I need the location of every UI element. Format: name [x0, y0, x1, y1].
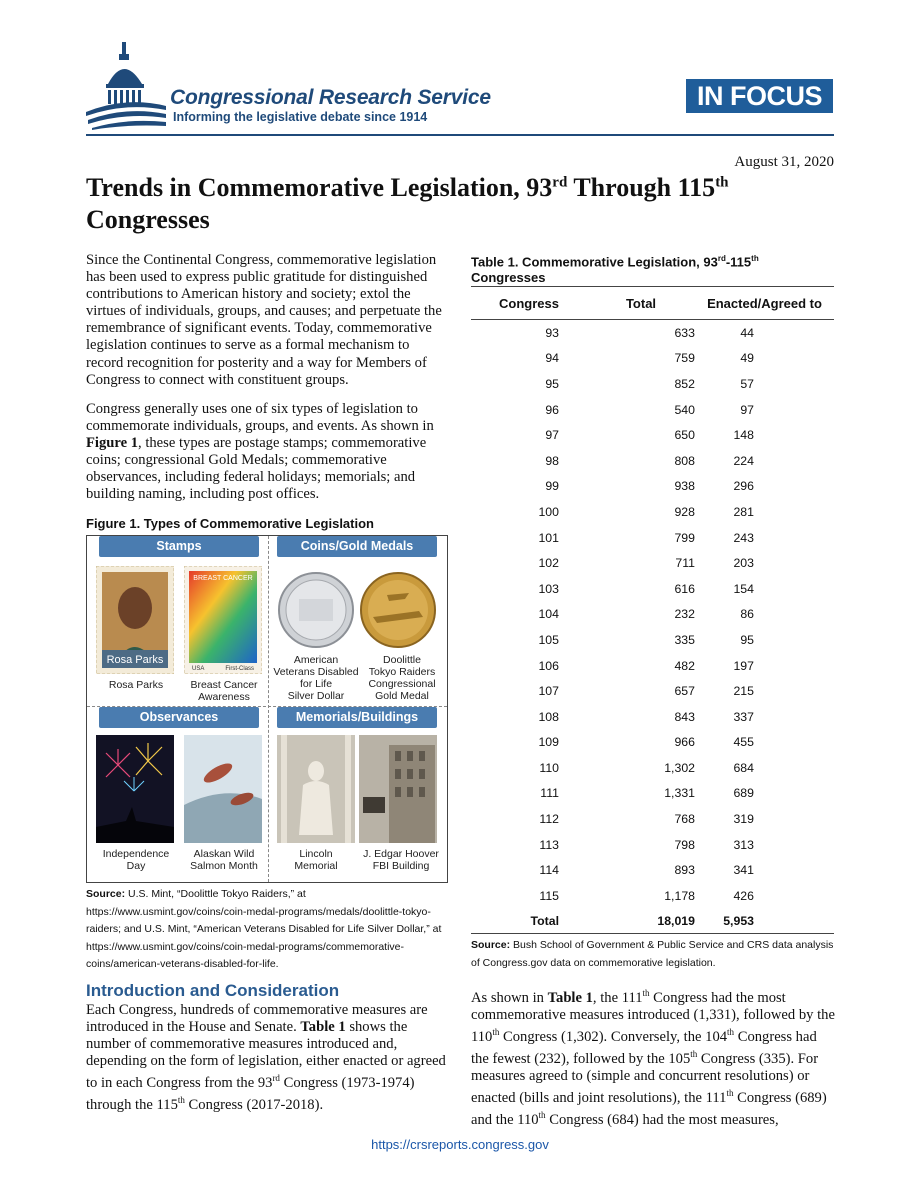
stamps-header: Stamps: [99, 536, 259, 557]
table-row: [471, 704, 834, 730]
table-cell: 689: [733, 786, 754, 801]
table-cell: 97: [740, 402, 754, 417]
table-source: Source: Bush School of Government & Public Service and CRS data analysis of Congress.gov data on commemorative legislation.: [471, 939, 834, 969]
table-total-row: [471, 909, 834, 934]
rosa-parks-stamp-image: [96, 566, 174, 674]
table-cell: 215: [733, 684, 754, 699]
table-row: [471, 857, 834, 883]
table-cell: 113: [539, 837, 559, 852]
table-cell: 768: [674, 812, 695, 827]
table-cell: 95: [740, 632, 754, 647]
figure-divider: [268, 536, 269, 882]
table-cell: 99: [545, 479, 559, 494]
svg-text:USA: USA: [192, 666, 205, 672]
header-rule: [86, 134, 834, 136]
table-row: [471, 448, 834, 474]
table-row: [471, 602, 834, 628]
veterans-dollar-label: American Veterans Disabled for Life Silver Dollar: [273, 654, 359, 702]
table-cell: 114: [539, 863, 559, 878]
page-title: Trends in Commemorative Legislation, 93rd Through 115th Congresses: [86, 173, 729, 234]
table-cell: 96: [545, 402, 559, 417]
svg-text:BREAST CANCER: BREAST CANCER: [193, 575, 253, 582]
table-cell: 197: [733, 658, 754, 673]
table-cell: 148: [733, 428, 754, 443]
table-cell: 540: [674, 402, 695, 417]
table-cell: 759: [674, 351, 695, 366]
table-reference: Table 1: [547, 989, 593, 1006]
table-reference: Table 1: [300, 1019, 346, 1036]
table-cell: 319: [733, 812, 754, 827]
table-row: [471, 320, 834, 346]
salmon-image: [184, 735, 262, 843]
fbi-building-label: J. Edgar Hoover FBI Building: [363, 848, 439, 872]
fbi-building-image: [359, 735, 437, 843]
table-row: [471, 678, 834, 704]
table-cell: 232: [674, 607, 695, 622]
table-cell: 928: [674, 504, 695, 519]
table-row: [471, 755, 834, 781]
table-cell: 337: [733, 709, 754, 724]
table-cell: 97: [545, 428, 559, 443]
table-row: [471, 525, 834, 551]
table-cell: 296: [733, 479, 754, 494]
lincoln-memorial-label: Lincoln Memorial: [294, 848, 338, 872]
table-row: [471, 346, 834, 372]
table-cell: 86: [740, 607, 754, 622]
footer-link[interactable]: https://crsreports.congress.gov: [371, 1137, 549, 1152]
table-cell: Total: [471, 909, 587, 934]
figure-caption: Figure 1. Types of Commemorative Legislation: [86, 516, 374, 531]
table-row: [471, 371, 834, 397]
table-cell: 108: [538, 709, 559, 724]
table-row: [471, 474, 834, 500]
table-cell: 102: [538, 556, 559, 571]
fireworks-image: [96, 735, 174, 843]
breast-cancer-stamp-image: [184, 566, 262, 674]
table-row: [471, 499, 834, 525]
table-cell: 154: [733, 581, 754, 596]
analysis-paragraph: As shown in Table 1, the 111th Congress had the most commemorative measures introduced (1,331), followed by the 110th Congress (1,302). Conversely, the 104th Congress had the fewest (232), followed by the 105th Congress (335). For measures agreed to (simple and concurrent resolutions) or enacted (bills and joint resolutions), the 111th Congress (689) and the 110th Congress (684) had the most measures,: [471, 988, 835, 1128]
rosa-parks-label: Rosa Parks: [108, 679, 164, 691]
independence-day-label: Independence Day: [102, 848, 170, 872]
table-cell: 684: [733, 760, 754, 775]
table-cell: 808: [674, 453, 695, 468]
table-cell: 650: [674, 428, 695, 443]
table-cell: 106: [538, 658, 559, 673]
coins-header: Coins/Gold Medals: [277, 536, 437, 557]
table-cell: 109: [538, 735, 559, 750]
table-row: [471, 832, 834, 858]
table-cell: 111: [540, 786, 559, 801]
table-cell: 455: [733, 735, 754, 750]
column-header: Total: [587, 287, 695, 320]
table-row: [471, 627, 834, 653]
intro-consideration-paragraph: Each Congress, hundreds of commemorative measures are introduced in the House and Senate. Table 1 shows the number of commemorative measures introduced and, depending on the form of legislation, either enacted or agreed to in each Congress from the 93rd Congress (1973-1974) through the 115th Congress (2017-2018).: [86, 1002, 446, 1114]
table-cell: 115: [539, 888, 559, 903]
table-cell: 203: [733, 556, 754, 571]
table-cell: 426: [733, 888, 754, 903]
memorials-header: Memorials/Buildings: [277, 707, 437, 728]
table-cell: 633: [674, 325, 695, 340]
breast-cancer-label: Breast Cancer Awareness: [190, 679, 258, 703]
table-cell: 94: [545, 351, 559, 366]
table-cell: 243: [733, 530, 754, 545]
table-cell: 893: [674, 863, 695, 878]
table-cell: 482: [674, 658, 695, 673]
table-cell: 112: [539, 812, 559, 827]
veterans-silver-dollar-image: [277, 571, 355, 649]
table-cell: 100: [538, 504, 559, 519]
table-cell: 103: [538, 581, 559, 596]
table-cell: 938: [674, 479, 695, 494]
table-cell: 798: [674, 837, 695, 852]
salmon-month-label: Alaskan Wild Salmon Month: [190, 848, 258, 872]
column-header: Congress: [471, 287, 587, 320]
column-header: Enacted/Agreed to: [695, 287, 834, 320]
table-cell: 799: [674, 530, 695, 545]
table-cell: 657: [674, 684, 695, 699]
table-cell: 57: [740, 376, 754, 391]
table-cell: 107: [538, 684, 559, 699]
figure-1: [86, 535, 448, 883]
table-cell: 711: [675, 556, 695, 571]
types-paragraph: Congress generally uses one of six types of legislation to commemorate individuals, groups, and events. As shown in Figure 1, these types are postage stamps; commemorative coins; congressional Gold Medals; commemorative observances, including federal holidays; memorials; and building naming, including post offices.: [86, 401, 434, 503]
table-row: [471, 730, 834, 756]
intro-paragraph: Since the Continental Congress, commemorative legislation has been used to express public gratitude for distinguished contributions to American history and society; extol the virtues of individuals, groups, and causes; and perpetuate the remembrance of significant events. Today, commemorative legislation continues to serve as a formal mechanism to record recognition for posterity and a way for Members of Congress to connect with constituent groups.: [86, 252, 442, 388]
table-cell: 1,178: [664, 888, 695, 903]
table-cell: 95: [545, 376, 559, 391]
table-cell: 105: [538, 632, 559, 647]
table-cell: 313: [733, 837, 754, 852]
table-header-row: [471, 287, 834, 320]
table-row: [471, 806, 834, 832]
table-row: [471, 576, 834, 602]
section-heading: Introduction and Consideration: [86, 981, 340, 1000]
doolittle-medal-label: Doolittle Tokyo Raiders Congressional Gold Medal: [368, 654, 436, 702]
svg-text:Rosa Parks: Rosa Parks: [106, 654, 164, 666]
table-row: [471, 397, 834, 423]
table-cell: 224: [733, 453, 754, 468]
table-cell: 341: [733, 863, 754, 878]
table-cell: 5,953: [695, 909, 834, 934]
observances-header: Observances: [99, 707, 259, 728]
table-row: [471, 422, 834, 448]
table-caption: Table 1. Commemorative Legislation, 93rd-115th Congresses: [471, 254, 759, 286]
doolittle-gold-medal-image: [359, 571, 437, 649]
table-cell: 93: [545, 325, 559, 340]
figure-source: Source: U.S. Mint, “Doolittle Tokyo Raiders,” at https://www.usmint.gov/coins/coin-medal-programs/medals/doolittle-tokyo-raiders; and U.S. Mint, “American Veterans Disabled for Life Silver Dollar,” at https://www.usmint.gov/coins/coin-medal-programs/commemorative-coins/american-veterans-disabled-for-life.: [86, 888, 442, 971]
table-cell: 1,302: [664, 760, 695, 775]
table-row: [471, 550, 834, 576]
figure-reference: Figure 1: [86, 435, 139, 452]
lincoln-memorial-image: [277, 735, 355, 843]
table-cell: 852: [674, 376, 695, 391]
table-cell: 281: [733, 504, 754, 519]
table-cell: 104: [538, 607, 559, 622]
org-name: Congressional Research Service: [170, 86, 491, 109]
table-1: [471, 286, 834, 934]
table-row: [471, 653, 834, 679]
table-cell: 1,331: [664, 786, 695, 801]
org-tagline: Informing the legislative debate since 1914: [173, 110, 428, 124]
table-row: [471, 883, 834, 909]
table-cell: 101: [538, 530, 559, 545]
table-cell: 616: [674, 581, 695, 596]
table-cell: 49: [740, 351, 754, 366]
publication-date: August 31, 2020: [734, 154, 834, 170]
table-row: [471, 781, 834, 807]
table-cell: 98: [545, 453, 559, 468]
table-cell: 44: [740, 325, 754, 340]
capitol-dome-logo: [86, 40, 168, 130]
in-focus-badge: IN FOCUS: [686, 79, 833, 113]
svg-text:First-Class: First-Class: [225, 666, 254, 672]
table-cell: 966: [674, 735, 695, 750]
table-cell: 18,019: [587, 909, 695, 934]
table-cell: 110: [539, 760, 559, 775]
table-cell: 843: [674, 709, 695, 724]
table-cell: 335: [674, 632, 695, 647]
